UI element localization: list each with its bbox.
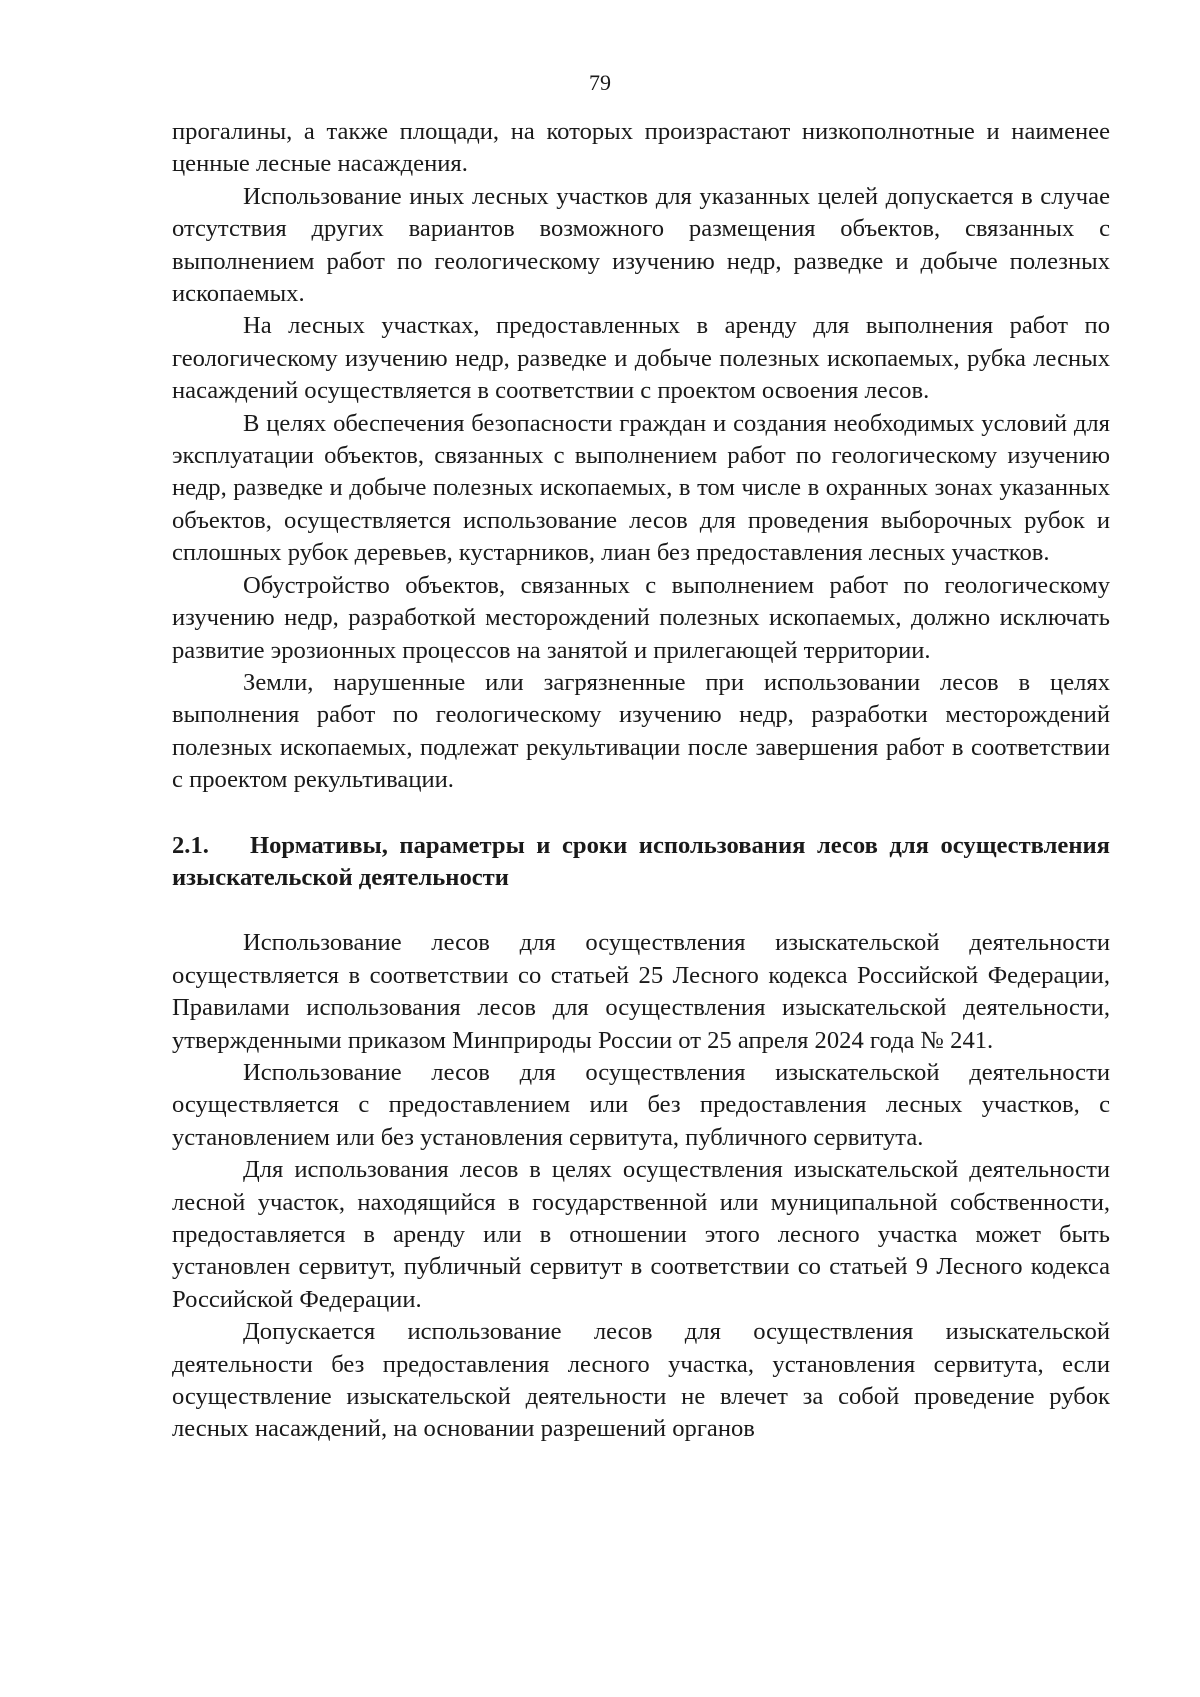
paragraph: Использование лесов для осуществления изыскательской деятельности осуществляется с предоставлением или без предоставления лесных участков, с установлением или без установления сервитута, публичного сервитута. [172, 1058, 1110, 1151]
paragraph: Земли, нарушенные или загрязненные при использовании лесов в целях выполнения работ по геологическому изучению недр, разработки месторождений полезных ископаемых, подлежат рекультивации после завершения работ в соответствии с проектом рекультивации. [172, 668, 1110, 794]
page-number: 79 [589, 70, 611, 95]
paragraph: Использование лесов для осуществления изыскательской деятельности осуществляется в соответствии со статьей 25 Лесного кодекса Российской Федерации, Правилами использования лесов для осуществления изыскательской деятельности, утвержденными приказом Минприроды России от 25 апреля 2024 года № 241. [172, 929, 1110, 1054]
paragraph: Для использования лесов в целях осуществления изыскательской деятельности лесной участок, находящийся в государственной или муниципальной собственности, предоставляется в аренду или в отношении этого лесного участка может быть установлен сервитут, публичный сервитут в соответствии со статьей 9 Лесного кодекса Российской Федерации. [172, 1156, 1110, 1313]
paragraph: Допускается использование лесов для осуществления изыскательской деятельности без предоставления лесного участка, установления сервитута, если осуществление изыскательской деятельности не влечет за собой проведение рубок лесных насаждений, на основании разрешений органов [172, 1318, 1110, 1443]
paragraph: В целях обеспечения безопасности граждан и создания необходимых условий для эксплуатации объектов, связанных с выполнением работ по геологическому изучению недр, разведке и добыче полезных ископаемых, в том числе в охранных зонах указанных объектов, осуществляется использование лесов для проведения выборочных рубок и сплошных рубок деревьев, кустарников, лиан без предоставления лесных участков. [172, 409, 1110, 567]
document-body [172, 116, 1110, 1446]
paragraph: Обустройство объектов, связанных с выполнением работ по геологическому изучению недр, разработкой месторождений полезных ископаемых, должно исключать развитие эрозионных процессов на занятой и прилегающей территории. [172, 571, 1110, 664]
paragraph-continuation: прогалины, а также площади, на которых произрастают низкополнотные и наименее ценные лесные насаждения. [172, 118, 1110, 178]
paragraph: Использование иных лесных участков для указанных целей допускается в случае отсутствия других вариантов возможного размещения объектов, связанных с выполнением работ по геологическому изучению недр, разведке и добыче полезных ископаемых. [172, 182, 1110, 308]
section-title: Нормативы, параметры и сроки использования лесов для осуществления изыскательской деятельности [172, 831, 1110, 891]
paragraph: На лесных участках, предоставленных в аренду для выполнения работ по геологическому изучению недр, разведке и добыче полезных ископаемых, рубка лесных насаждений осуществляется в соответствии с проектом освоения лесов. [172, 312, 1110, 405]
section-heading [172, 830, 1110, 895]
section-number: 2.1. [172, 831, 209, 859]
